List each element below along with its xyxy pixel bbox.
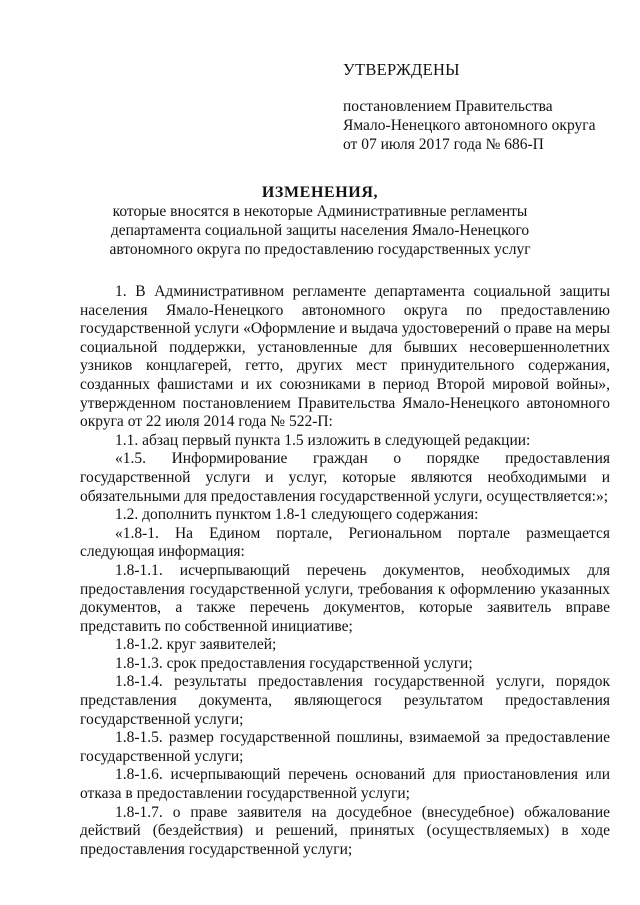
body-paragraph: 1.8-1.1. исчерпывающий перечень документов, необходимых для предоставления государственной услуги, требования к оформлению указанных документов, а также перечень документов, которые заявитель вправе представить по собственной инициативе;: [80, 561, 610, 635]
body-paragraph: 1.8-1.5. размер государственной пошлины, взимаемой за предоставление государственной услуги;: [80, 729, 610, 765]
body-paragraph: 1. В Административном регламенте департамента социальной защиты населения Ямало-Ненецкого автономного округа по предоставлению государственной услуги «Оформление и выдача удостоверений о праве на меры социальной поддержки, установленные для бывших несовершеннолетних узников концлагерей, гетто, других мест принудительного содержания, созданных фашистами и их союзниками в период Второй мировой войны», утвержденном постановлением Правительства Ямало-Ненецкого автономного округа от 22 июля 2014 года № 522-П:: [80, 283, 610, 431]
body-paragraph: «1.5. Информирование граждан о порядке предоставления государственной услуги и услуг, которые являются необходимыми и обязательными для предоставления государственной услуги, осуществляется:»;: [80, 450, 610, 505]
approval-line: от 07 июля 2017 года № 686-П: [343, 136, 544, 153]
body-paragraph: 1.8-1.4. результаты предоставления государственной услуги, порядок представления документа, являющегося результатом предоставления государственной услуги;: [80, 673, 610, 728]
body-paragraph: 1.2. дополнить пунктом 1.8-1 следующего содержания:: [115, 506, 479, 524]
approval-line: Ямало-Ненецкого автономного округа: [343, 117, 596, 134]
body-paragraph: 1.8-1.2. круг заявителей;: [115, 636, 277, 654]
document-subtitle-line: департамента социальной защиты населения Ямало-Ненецкого: [110, 222, 530, 239]
document-title: ИЗМЕНЕНИЯ,: [261, 184, 379, 201]
body-paragraph: 1.8-1.7. о праве заявителя на досудебное (внесудебное) обжалование действий (бездействия) и решений, принятых (осуществляемых) в ходе предоставления государственной услуги;: [80, 803, 610, 858]
document-subtitle-line: которые вносятся в некоторые Административные регламенты: [112, 203, 528, 220]
document-body: [80, 283, 610, 859]
approval-stamp: [343, 60, 623, 154]
body-paragraph: 1.8-1.6. исчерпывающий перечень оснований для приостановления или отказа в предоставлении государственной услуги;: [80, 766, 610, 803]
body-paragraph: 1.8-1.3. срок предоставления государственной услуги;: [115, 654, 473, 672]
body-paragraph: «1.8-1. На Едином портале, Региональном портале размещается следующая информация:: [80, 524, 610, 561]
body-paragraph: 1.1. абзац первый пункта 1.5 изложить в следующей редакции:: [115, 431, 531, 449]
approval-line: постановлением Правительства: [343, 98, 553, 115]
document-title-block: [80, 183, 560, 259]
approval-heading: УТВЕРЖДЕНЫ: [343, 60, 460, 79]
document-subtitle-line: автономного округа по предоставлению государственных услуг: [109, 241, 531, 258]
